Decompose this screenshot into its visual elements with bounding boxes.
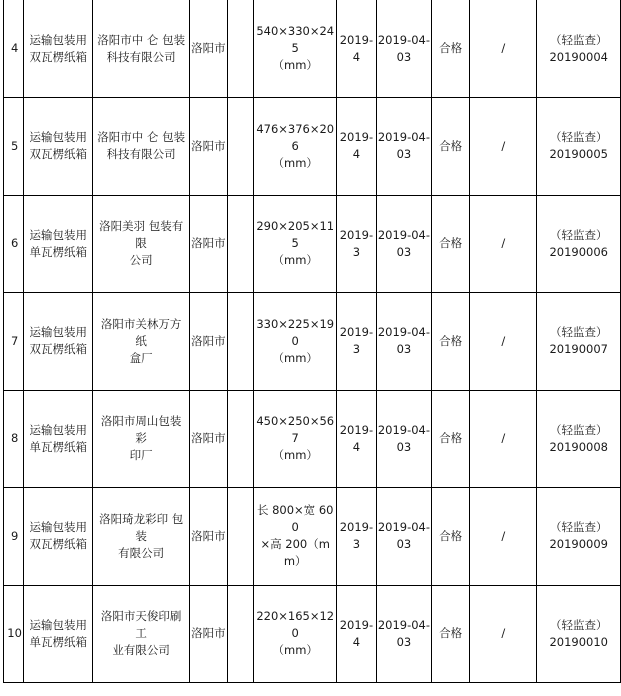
city-cell (190, 390, 228, 488)
manufacturer-cell (93, 0, 190, 98)
specification-line: 476×376×206 (256, 121, 335, 153)
production-batch: 2019-4 (339, 130, 374, 162)
product-name-line: 单瓦楞纸箱 (29, 439, 87, 454)
table-row (4, 195, 621, 293)
row-number: 10 (7, 626, 22, 641)
row-number-cell (4, 488, 24, 586)
sampling-date-cell (376, 98, 431, 196)
inspection-result-cell (432, 0, 470, 98)
report-code-line: 20190007 (549, 342, 608, 357)
production-batch: 2019-3 (339, 227, 374, 259)
remark-cell (470, 293, 537, 391)
inspection-result: 合格 (439, 333, 463, 348)
table-row (4, 488, 621, 586)
product-name-line: 双瓦楞纸箱 (29, 537, 87, 552)
inspection-result-cell (432, 98, 470, 196)
report-code-line: 20190010 (549, 634, 608, 649)
table-row (4, 293, 621, 391)
row-number-cell (4, 390, 24, 488)
sampling-date-cell (376, 0, 431, 98)
product-name-cell (24, 390, 93, 488)
specification-line: ×高 200（mm） (260, 537, 330, 569)
specification-line: （mm） (272, 253, 318, 268)
city-cell (190, 0, 228, 98)
city-cell (190, 98, 228, 196)
manufacturer-line: 科技有限公司 (106, 147, 176, 162)
inspection-result-cell (432, 488, 470, 586)
inspection-results-table (3, 0, 621, 683)
report-code-line: （轻监查） (549, 32, 608, 47)
brand-cell (228, 293, 254, 391)
sampling-date: 2019-04-03 (377, 617, 431, 649)
sampling-date: 2019-04-03 (377, 227, 431, 259)
specification-line: 长 800×宽 600 (256, 503, 334, 535)
specification-line: （mm） (272, 448, 318, 463)
report-code-line: 20190004 (549, 49, 608, 64)
table-row (4, 98, 621, 196)
report-code-line: （轻监查） (549, 520, 608, 535)
report-code-line: （轻监查） (549, 130, 608, 145)
product-name-line: 单瓦楞纸箱 (29, 244, 87, 259)
report-code-line: 20190005 (549, 147, 608, 162)
remark-cell (470, 195, 537, 293)
production-batch: 2019-4 (339, 422, 374, 454)
inspection-result-cell (432, 293, 470, 391)
city-cell (190, 585, 228, 683)
brand-cell (228, 0, 254, 98)
manufacturer-cell (93, 488, 190, 586)
product-name-line: 运输包装用 (29, 617, 87, 632)
brand-cell (228, 585, 254, 683)
report-code-cell (537, 585, 621, 683)
row-number: 5 (10, 138, 19, 153)
manufacturer-line: 洛阳美羽 包装有限 (99, 219, 184, 251)
remark-cell (470, 390, 537, 488)
remark: / (501, 41, 506, 55)
specification-line: （mm） (272, 155, 318, 170)
sampling-date: 2019-04-03 (377, 520, 431, 552)
manufacturer-line: 有限公司 (118, 545, 165, 560)
manufacturer-cell (93, 585, 190, 683)
inspection-result: 合格 (439, 236, 463, 251)
product-name-line: 双瓦楞纸箱 (29, 49, 87, 64)
product-name-line: 运输包装用 (29, 227, 87, 242)
city: 洛阳市 (191, 333, 226, 348)
production-batch-cell (337, 390, 377, 488)
city-cell (190, 293, 228, 391)
product-name-cell (24, 98, 93, 196)
production-batch-cell (337, 195, 377, 293)
report-code-line: （轻监查） (549, 422, 608, 437)
report-code-line: （轻监查） (549, 227, 608, 242)
product-name-line: 单瓦楞纸箱 (29, 634, 87, 649)
report-code-cell (537, 488, 621, 586)
manufacturer-line: 洛阳琦龙彩印 包装 (99, 511, 184, 543)
specification-line: 330×225×190 (256, 316, 335, 348)
row-number-cell (4, 0, 24, 98)
remark-cell (470, 98, 537, 196)
sampling-date-cell (376, 293, 431, 391)
manufacturer-cell (93, 390, 190, 488)
row-number: 6 (10, 236, 19, 251)
product-name-line: 运输包装用 (29, 130, 87, 145)
production-batch-cell (337, 293, 377, 391)
remark: / (501, 528, 506, 543)
inspection-result: 合格 (439, 528, 463, 543)
sampling-date: 2019-04-03 (377, 325, 431, 357)
city: 洛阳市 (191, 528, 226, 543)
specification-line: （mm） (272, 58, 318, 72)
specification-cell (254, 488, 337, 586)
manufacturer-cell (93, 195, 190, 293)
manufacturer-line: 洛阳市周山包装彩 (100, 414, 182, 446)
brand-cell (228, 488, 254, 586)
city-cell (190, 195, 228, 293)
manufacturer-line: 洛阳市中 仑 包装 (97, 32, 186, 47)
report-code-line: （轻监查） (549, 325, 608, 340)
row-number-cell (4, 293, 24, 391)
specification-line: （mm） (272, 643, 318, 658)
remark-cell (470, 0, 537, 98)
row-number-cell (4, 98, 24, 196)
report-code-cell (537, 98, 621, 196)
manufacturer-line: 洛阳市天俊印刷工 (100, 609, 182, 641)
sampling-date-cell (376, 195, 431, 293)
city: 洛阳市 (191, 431, 226, 446)
row-number: 4 (10, 41, 19, 55)
row-number-cell (4, 585, 24, 683)
manufacturer-line: 盒厂 (129, 350, 153, 365)
manufacturer-line: 洛阳市关林万方纸 (100, 316, 182, 348)
table-row (4, 0, 621, 98)
sampling-date: 2019-04-03 (377, 130, 431, 162)
production-batch-cell (337, 98, 377, 196)
manufacturer-line: 印厂 (129, 448, 153, 463)
production-batch: 2019-4 (339, 32, 374, 64)
city-cell (190, 488, 228, 586)
row-number: 7 (10, 333, 19, 348)
remark-cell (470, 488, 537, 586)
product-name-line: 运输包装用 (29, 32, 87, 47)
specification-line: 220×165×120 (256, 609, 335, 641)
specification-line: 290×205×115 (256, 219, 335, 251)
city: 洛阳市 (191, 138, 226, 153)
inspection-result-cell (432, 195, 470, 293)
report-code-cell (537, 0, 621, 98)
row-number: 9 (10, 528, 19, 543)
inspection-result-cell (432, 585, 470, 683)
product-name-line: 双瓦楞纸箱 (29, 342, 87, 357)
remark: / (501, 138, 506, 153)
product-name-cell (24, 0, 93, 98)
row-number: 8 (10, 431, 19, 446)
sampling-date: 2019-04-03 (377, 32, 431, 64)
sampling-date-cell (376, 390, 431, 488)
specification-cell (254, 195, 337, 293)
inspection-result: 合格 (439, 138, 463, 153)
specification-cell (254, 390, 337, 488)
report-code-line: 20190009 (549, 537, 608, 552)
sampling-date-cell (376, 585, 431, 683)
sampling-date: 2019-04-03 (377, 422, 431, 454)
brand-cell (228, 98, 254, 196)
manufacturer-cell (93, 293, 190, 391)
remark: / (501, 431, 506, 446)
specification-cell (254, 293, 337, 391)
product-name-cell (24, 488, 93, 586)
product-name-line: 运输包装用 (29, 422, 87, 437)
specification-cell (254, 0, 337, 98)
production-batch: 2019-3 (339, 325, 374, 357)
inspection-result: 合格 (439, 431, 463, 446)
remark: / (501, 626, 506, 641)
row-number-cell (4, 195, 24, 293)
product-name-line: 运输包装用 (29, 325, 87, 340)
manufacturer-cell (93, 98, 190, 196)
specification-line: 450×250×567 (256, 414, 335, 446)
report-code-cell (537, 293, 621, 391)
manufacturer-line: 洛阳市中 仑 包装 (97, 130, 186, 145)
report-code-line: 20190008 (549, 439, 608, 454)
product-name-cell (24, 585, 93, 683)
manufacturer-line: 业有限公司 (112, 643, 170, 658)
city: 洛阳市 (191, 626, 226, 641)
specification-line: （mm） (272, 350, 318, 365)
manufacturer-line: 科技有限公司 (106, 49, 176, 64)
report-code-line: 20190006 (549, 244, 608, 259)
inspection-result-cell (432, 390, 470, 488)
specification-cell (254, 98, 337, 196)
product-name-line: 双瓦楞纸箱 (29, 147, 87, 162)
specification-line: 540×330×245 (256, 24, 335, 55)
table-row (4, 390, 621, 488)
city: 洛阳市 (191, 236, 226, 251)
product-name-cell (24, 195, 93, 293)
report-code-line: （轻监查） (549, 617, 608, 632)
production-batch-cell (337, 585, 377, 683)
report-code-cell (537, 195, 621, 293)
brand-cell (228, 195, 254, 293)
production-batch-cell (337, 0, 377, 98)
production-batch: 2019-4 (339, 617, 374, 649)
specification-cell (254, 585, 337, 683)
production-batch: 2019-3 (339, 520, 374, 552)
city: 洛阳市 (191, 41, 226, 55)
remark: / (501, 236, 506, 251)
table-row (4, 585, 621, 683)
product-name-cell (24, 293, 93, 391)
brand-cell (228, 390, 254, 488)
remark: / (501, 333, 506, 348)
production-batch-cell (337, 488, 377, 586)
product-name-line: 运输包装用 (29, 520, 87, 535)
inspection-result: 合格 (439, 626, 463, 641)
inspection-result: 合格 (439, 41, 463, 55)
manufacturer-line: 公司 (129, 253, 153, 268)
remark-cell (470, 585, 537, 683)
sampling-date-cell (376, 488, 431, 586)
report-code-cell (537, 390, 621, 488)
